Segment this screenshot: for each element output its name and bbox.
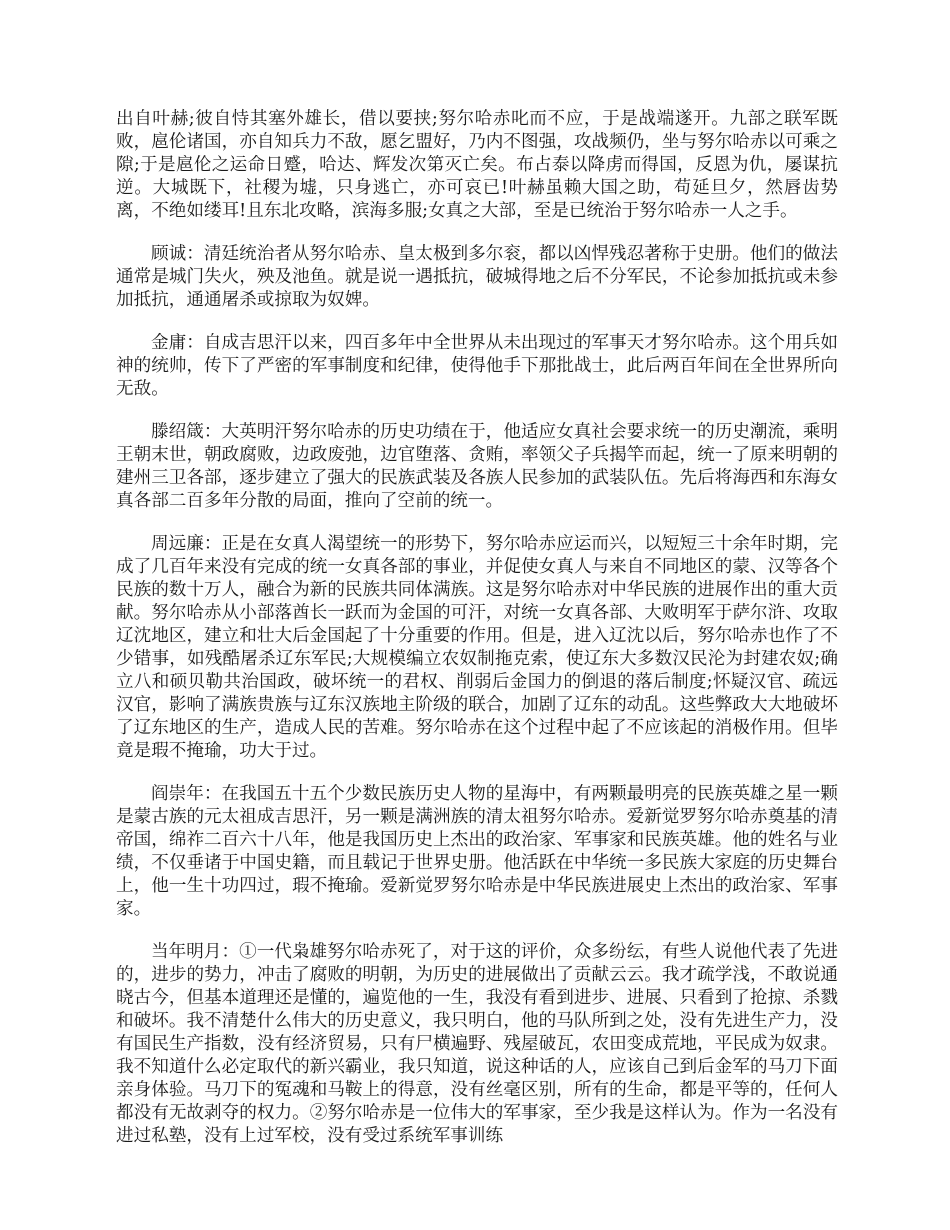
paragraph-teng-shaozhen: 滕绍箴：大英明汗努尔哈赤的历史功绩在于，他适应女真社会要求统一的历史潮流，乘明王朝末世，朝政腐败，边政废弛，边官堕落、贪贿，率领父子兵揭竿而起，统一了原来明朝的建州三卫各部，逐步建立了强大的民族武装及各族人民参加的武装队伍。先后将海西和东海女真各部二百多年分散的局面，推向了空前的统一。 xyxy=(116,422,838,511)
paragraph-yan-chongnian: 阎崇年：在我国五十五个少数民族历史人物的星海中，有两颗最明亮的民族英雄之星一颗是蒙古族的元太祖成吉思汗，另一颗是满洲族的清太祖努尔哈赤。爱新觉罗努尔哈赤奠基的清帝国，绵祚二百六十八年，他是我国历史上杰出的政治家、军事家和民族英雄。他的姓名与业绩，不仅垂诸于中国史籍，而且载记于世界史册。他活跃在中华统一多民族大家庭的历史舞台上，他一生十功四过，瑕不掩瑜。爱新觉罗努尔哈赤是中华民族进展史上杰出的政治家、军事家。 xyxy=(116,784,838,919)
document-page xyxy=(116,108,838,1168)
paragraph-dangnian-mingyue: 当年明月：①一代枭雄努尔哈赤死了，对于这的评价，众多纷纭，有些人说他代表了先进的，进步的势力，冲击了腐败的明朝，为历史的进展做出了贡献云云。我才疏学浅，不敢说通晓古今，但基本道理还是懂的，遍览他的一生，我没有看到进步、进展、只看到了抢掠、杀戮和破坏。我不清楚什么伟大的历史意义，我只明白，他的马队所到之处，没有先进生产力，没有国民生产指数，没有经济贸易，只有尸横遍野、残屋破瓦，农田变成荒地，平民成为奴隶。我不知道什么必定取代的新兴霸业，我只知道，说这种话的人，应该自己到后金军的马刀下面亲身体验。马刀下的冤魂和马鞍上的得意，没有丝毫区别，所有的生命，都是平等的，任何人都没有无故剥夺的权力。②努尔哈赤是一位伟大的军事家，至少我是这样认为。作为一名没有进过私塾，没有上过军校，没有受过系统军事训练 xyxy=(116,942,838,1146)
paragraph-jin-yong: 金庸：自成吉思汗以来，四百多年中全世界从未出现过的军事天才努尔哈赤。这个用兵如神的统帅，传下了严密的军事制度和纪律，使得他手下那批战士，此后两百年间在全世界所向无敌。 xyxy=(116,333,838,399)
paragraph-gu-cheng: 顾诚：清廷统治者从努尔哈赤、皇太极到多尔衮，都以凶悍残忍著称于史册。他们的做法通常是城门失火，殃及池鱼。就是说一遇抵抗，破城得地之后不分军民，不论参加抵抗或未参加抵抗，通通屠杀或掠取为奴婢。 xyxy=(116,244,838,310)
paragraph-zhou-yuanlian: 周远廉：正是在女真人渴望统一的形势下，努尔哈赤应运而兴，以短短三十余年时期，完成了几百年来没有完成的统一女真各部的事业，并促使女真人与来自不同地区的蒙、汉等各个民族的数十万人，融合为新的民族共同体满族。这是努尔哈赤对中华民族的进展作出的重大贡献。努尔哈赤从小部落酋长一跃而为金国的可汗，对统一女真各部、大败明军于萨尔浒、攻取辽沈地区，建立和壮大后金国起了十分重要的作用。但是，进入辽沈以后，努尔哈赤也作了不少错事，如残酷屠杀辽东军民;大规模编立农奴制拖克索，使辽东大多数汉民沦为封建农奴;确立八和硕贝勒共治国政，破坏统一的君权、削弱后金国力的倒退的落后制度;怀疑汉官、疏远汉官，影响了满族贵族与辽东汉族地主阶级的联合，加剧了辽东的动乱。这些弊政大大地破坏了辽东地区的生产，造成人民的苦难。努尔哈赤在这个过程中起了不应该起的消极作用。但毕竟是瑕不掩瑜，功大于过。 xyxy=(116,534,838,761)
paragraph-intro-continuation: 出自叶赫;彼自恃其塞外雄长，借以要挟;努尔哈赤叱而不应，于是战端遂开。九部之联军既败，扈伦诸国，亦自知兵力不敌，愿乞盟好，乃内不图强，攻战频仍，坐与努尔哈赤以可乘之隙;于是扈伦之运命日蹙，哈达、辉发次第灭亡矣。布占泰以降虏而得国，反恩为仇，屡谋抗逆。大城既下，社稷为墟，只身逃亡，亦可哀已!叶赫虽赖大国之助，苟延旦夕，然唇齿势离，不绝如缕耳!且东北攻略，滨海多服;女真之大部，至是已统治于努尔哈赤一人之手。 xyxy=(116,109,838,221)
